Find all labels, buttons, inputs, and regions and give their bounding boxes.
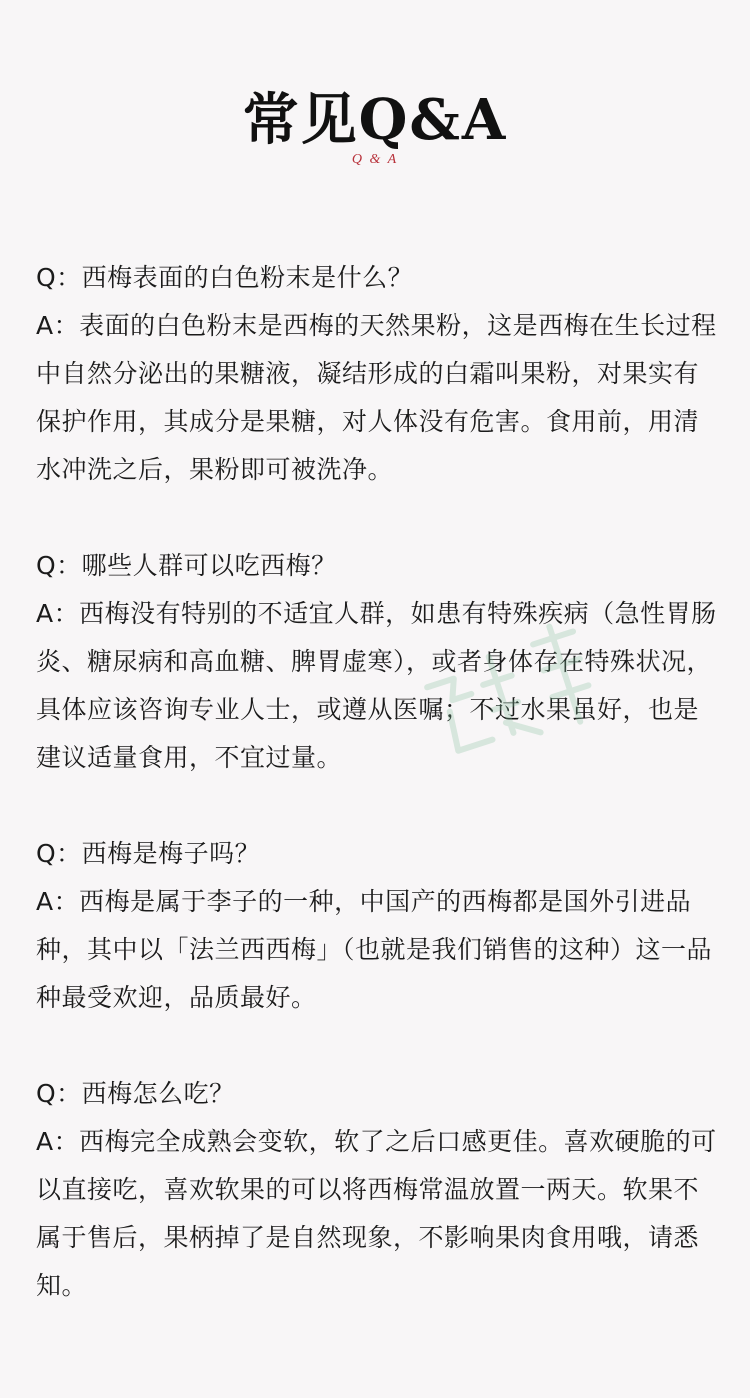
question-text: Q：哪些人群可以吃西梅？ [36, 551, 337, 580]
page-title: 常见Q&A [242, 87, 508, 153]
question-text: Q：西梅怎么吃？ [36, 1079, 235, 1108]
answer-text: A：西梅没有特别的不适宜人群，如患有特殊疾病（急性胃肠炎、糖尿病和高血糖、脾胃虚寒），或者身体存在特殊状况，具体应该咨询专业人士，或遵从医嘱；不过水果虽好，也是建议适量食用，不宜过量。 [36, 599, 717, 772]
header [0, 88, 750, 168]
question-text: Q：西梅表面的白色粉末是什么？ [36, 263, 414, 292]
answer-text: A：西梅完全成熟会变软，软了之后口感更佳。喜欢硬脆的可以直接吃，喜欢软果的可以将西梅常温放置一两天。软果不属于售后，果柄掉了是自然现象，不影响果肉食用哦，请悉知。 [36, 1127, 717, 1300]
qa-item [36, 542, 720, 782]
question-text: Q：西梅是梅子吗？ [36, 839, 261, 868]
qa-item [36, 1070, 720, 1310]
qa-item [36, 830, 720, 1022]
answer-text: A：西梅是属于李子的一种，中国产的西梅都是国外引进品种，其中以「法兰西西梅」（也就是我们销售的这种）这一品种最受欢迎，品质最好。 [36, 887, 713, 1012]
qa-list [36, 254, 720, 1358]
qa-item [36, 254, 720, 494]
page-subtitle: Q & A [351, 152, 399, 167]
answer-text: A：表面的白色粉末是西梅的天然果粉，这是西梅在生长过程中自然分泌出的果糖液，凝结形成的白霜叫果粉，对果实有保护作用，其成分是果糖，对人体没有危害。食用前，用清水冲洗之后，果粉即可被洗净。 [36, 311, 717, 484]
